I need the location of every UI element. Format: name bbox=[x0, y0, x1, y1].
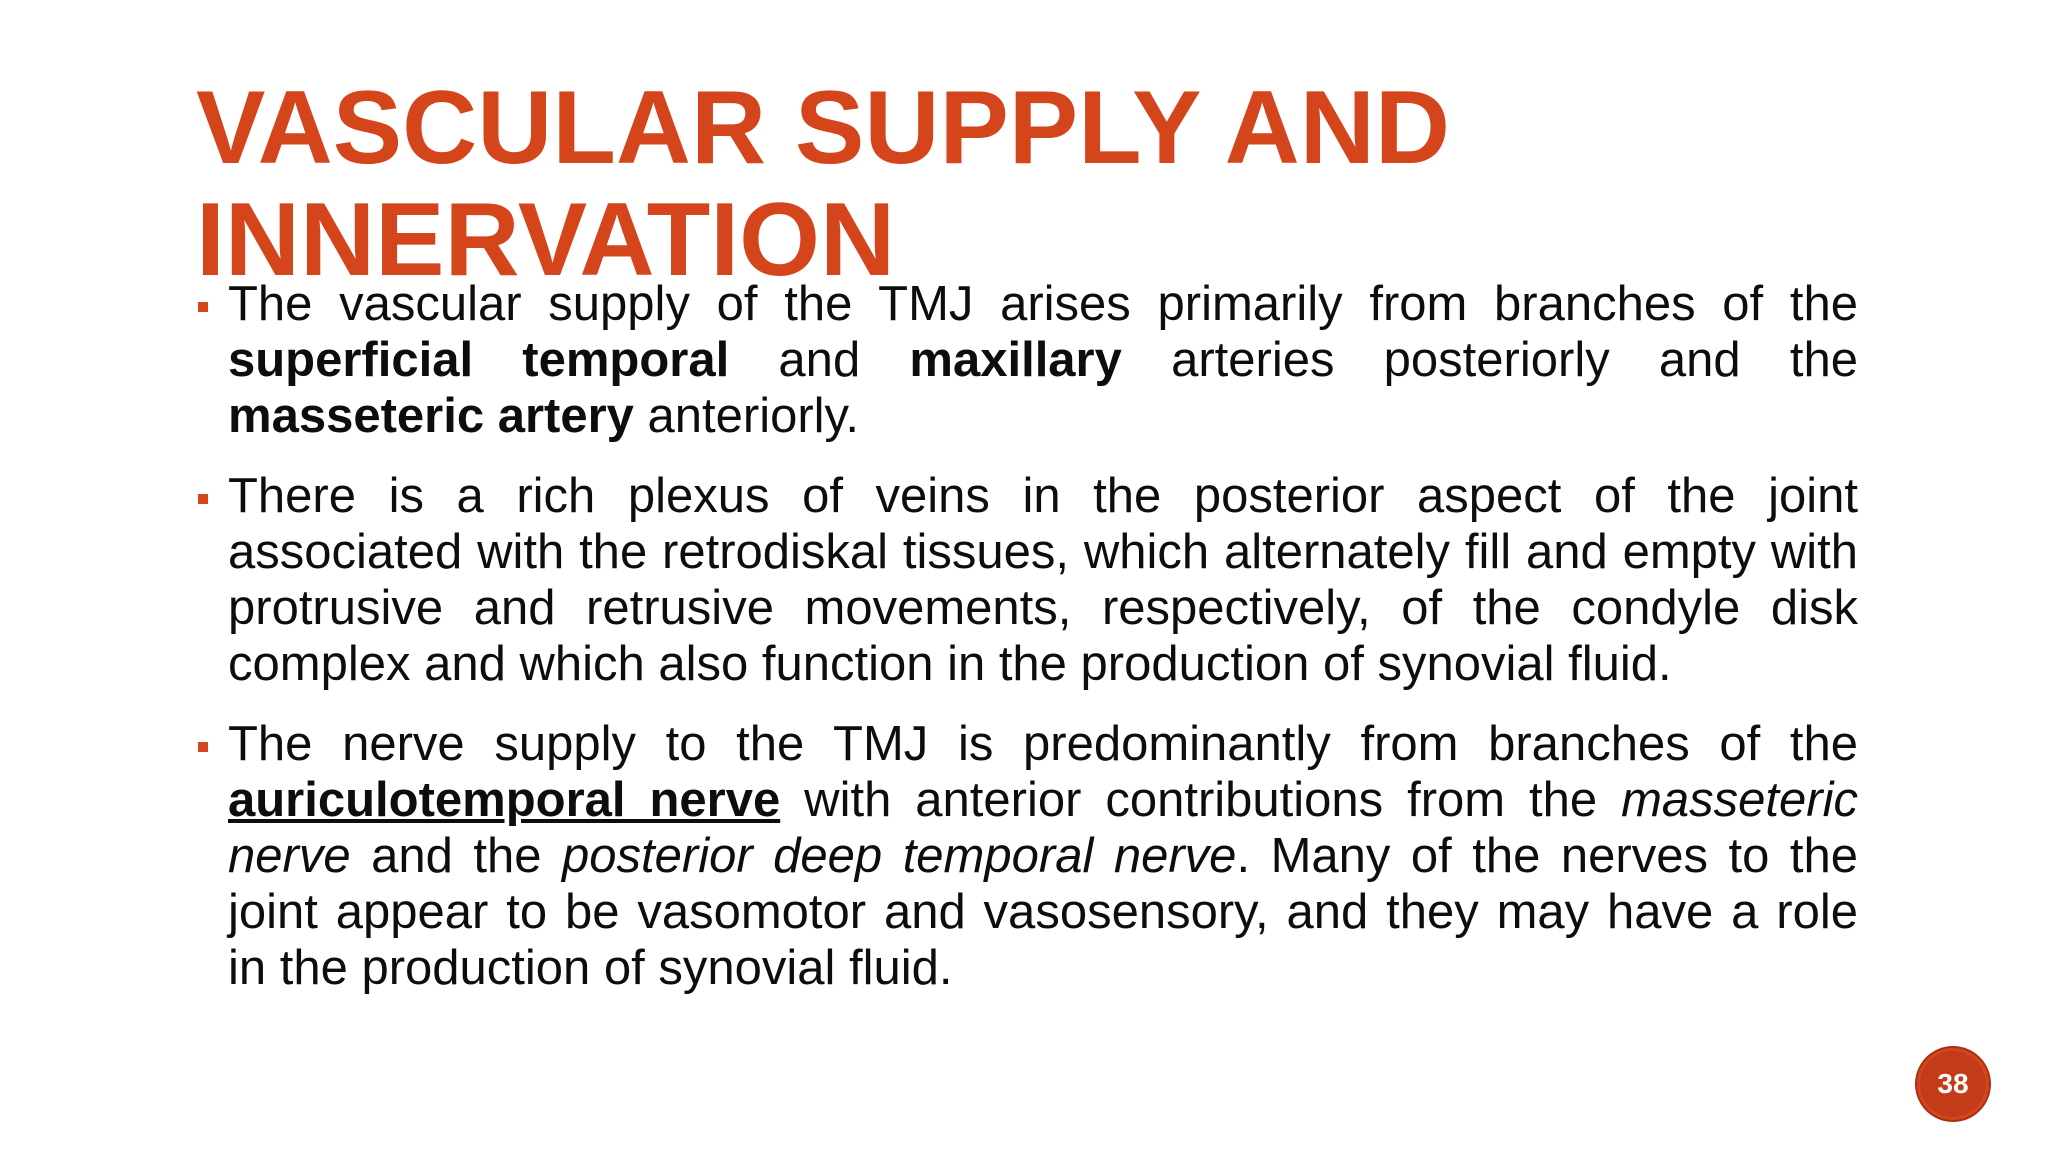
italic-term: masseteric nerve bbox=[228, 773, 1858, 883]
bullet-text: and the bbox=[350, 829, 563, 883]
square-bullet-icon bbox=[198, 742, 208, 752]
bullet-item-venous-plexus bbox=[198, 468, 1858, 692]
page-number: 38 bbox=[1937, 1068, 1969, 1099]
bold-term: superficial temporal bbox=[228, 333, 730, 387]
square-bullet-icon bbox=[198, 494, 208, 504]
bullet-text: . Many of the nerves to the joint appear to be vasomotor and vasosensory, and they may have a role in the production of synovial fluid. bbox=[228, 829, 1859, 995]
slide-title bbox=[196, 72, 1896, 296]
bullet-text: The vascular supply of the TMJ arises primarily from branches of the bbox=[228, 277, 1858, 331]
bullet-text: anteriorly. bbox=[633, 389, 860, 443]
italic-term: posterior deep temporal nerve bbox=[562, 829, 1237, 883]
bullet-text: arteries posteriorly and the bbox=[1121, 333, 1858, 387]
bullet-text: with anterior contributions from the bbox=[780, 773, 1622, 827]
title-line-2: INNERVATION bbox=[196, 182, 896, 298]
page-number-badge bbox=[1917, 1048, 1989, 1120]
square-bullet-icon bbox=[198, 302, 208, 312]
bullet-item-vascular-supply bbox=[198, 276, 1858, 444]
title-line-1: VASCULAR SUPPLY AND bbox=[196, 70, 1450, 186]
bold-term: maxillary bbox=[909, 333, 1122, 387]
bold-underlined-term: auriculotemporal nerve bbox=[228, 773, 781, 827]
bullet-text: and bbox=[729, 333, 910, 387]
bullet-item-nerve-supply bbox=[198, 716, 1858, 996]
bullet-list bbox=[198, 276, 1858, 1020]
bullet-text: The nerve supply to the TMJ is predominantly from branches of the bbox=[228, 717, 1858, 771]
bold-term: masseteric artery bbox=[228, 389, 634, 443]
bullet-text: There is a rich plexus of veins in the posterior aspect of the joint associated with the retrodiskal tissues, which alternately fill and empty with protrusive and retrusive movements, respectively, of the condyle disk complex and which also function in the production of synovial fluid. bbox=[228, 469, 1858, 691]
